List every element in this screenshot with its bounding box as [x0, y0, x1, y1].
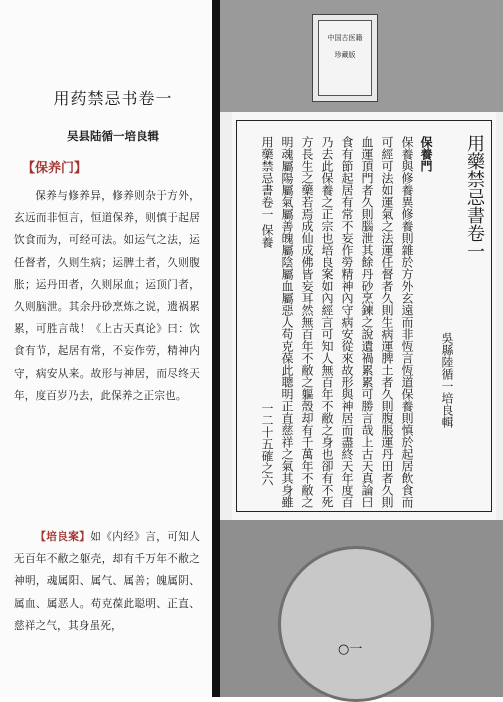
scan-column-5: 乃去此保養之正宗也培良案如內經言可知人無百年不敝之身也卻有不死: [320, 136, 334, 508]
original-page-scan: [220, 0, 503, 697]
scan-author: 吳縣陸循一培良輯: [440, 332, 454, 428]
paragraph-2-text: 如《内经》言，可知人无百年不敝之躯壳，却有千万年不敝之神明，魂属阳、属气、属善；魄属阴、属血、属恶人。苟克葆此聪明、正直、慈祥之气，其身虽死，: [14, 531, 201, 632]
case-label: 【培良案】: [35, 531, 91, 543]
page-number: ○一: [338, 642, 363, 657]
scan-column-2: 可經可法如運氣之法運任督者久則生病運脾土者久則腹脹運丹田者久則: [380, 136, 394, 508]
page-divider: [212, 0, 220, 697]
scan-title: 用藥禁忌書卷一: [464, 134, 485, 260]
seal-text: [313, 15, 377, 101]
section-heading: 【保养门】: [22, 161, 88, 176]
scan-footer-label: 用藥禁忌書卷一 保養: [260, 136, 274, 248]
top-decoration: [220, 0, 503, 112]
book-title: 用药禁忌书卷一: [53, 89, 173, 108]
scan-column-1: 保養與修養異修養則雜於方外玄遠而非恆言恆道保養則慎於起居飲食而: [400, 136, 414, 508]
collection-seal: [312, 14, 378, 102]
transcription-panel: [0, 0, 212, 697]
scan-column-3: 血運頂門者久則腦泄其餘丹砂烹鍊之說遺禍累累可勝言哉上古天真論曰: [360, 136, 374, 508]
ornamental-medallion: [278, 546, 434, 702]
paragraph-2: [14, 526, 200, 637]
scan-page-number-vertical: 一二十五確之六: [260, 402, 274, 486]
author-line: 吴县陆循一培良辑: [67, 129, 159, 143]
scan-text-block: [232, 112, 496, 520]
svg-text:中国古医籍: 中国古医籍: [327, 34, 363, 42]
paragraph-1: 保养与修养异，修养则杂于方外，玄远而非恒言，恒道保养，则慎于起居饮食而为，可经可法。如运气之法，运任督者，久则生病；运脾土者，久则腹胀；运丹田者，久则尿血；运顶门者，久则脑泄。其余丹砂烹炼之说，遗祸累累，可胜言哉！《上古天真论》曰：饮食有节，起居有常，不妄作劳，精神内守，病安从来。故形与神居，而尽终天年，度百岁乃去，此保养之正宗也。: [14, 190, 200, 402]
scan-section-heading: 保養門: [419, 136, 433, 172]
bottom-decoration: [220, 520, 503, 697]
scan-column-4: 食有節起居有常不妄作勞精神內守病安從來故形與神居而盡終天年度百: [340, 136, 354, 508]
scan-column-7: 明魂屬陽屬氣屬善魄屬陰屬血屬惡人苟克葆此聰明正直慈祥之氣其身雖: [280, 136, 294, 508]
svg-text:珍藏版: 珍藏版: [334, 51, 356, 59]
scan-column-6: 方長生之藥若焉成仙成佛皆妄耳然無百年不敝之軀殼却有千萬年不敝之: [300, 136, 314, 508]
